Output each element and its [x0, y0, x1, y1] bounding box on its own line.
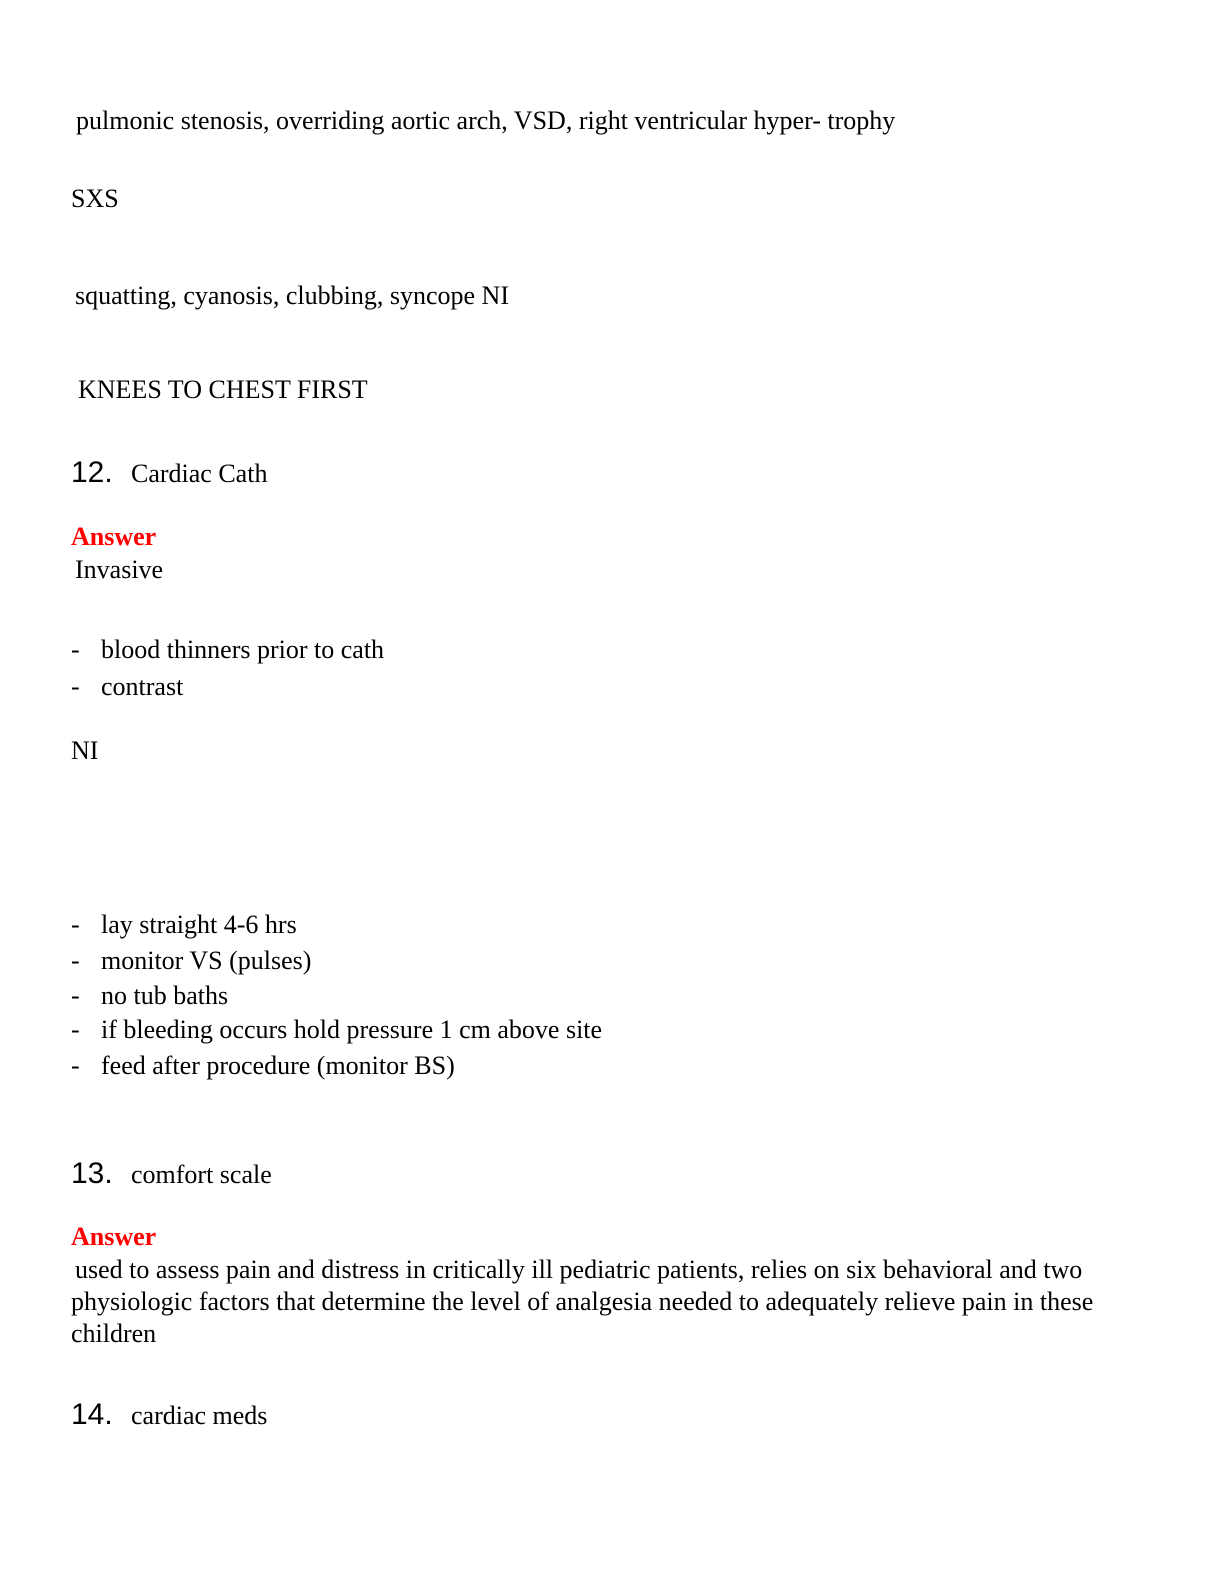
item-term: Cardiac Cath [131, 459, 268, 488]
bullet-dash: - [71, 910, 80, 939]
item-term: comfort scale [131, 1160, 272, 1189]
item-number: 12. [71, 456, 113, 489]
list-item-text: blood thinners prior to cath [101, 635, 385, 664]
bullet-dash: - [71, 1051, 80, 1080]
bullet-dash: - [71, 635, 80, 664]
answer-label: Answer [71, 1222, 157, 1251]
item-number: 13. [71, 1157, 113, 1190]
bullet-dash: - [71, 946, 80, 975]
bullet-dash: - [71, 981, 80, 1010]
list-item-text: monitor VS (pulses) [101, 946, 312, 975]
answer-label: Answer [71, 522, 157, 551]
sxs-text: squatting, cyanosis, clubbing, syncope NI [75, 281, 509, 310]
list-item-text: feed after procedure (monitor BS) [101, 1051, 455, 1080]
list-item-text: contrast [101, 672, 184, 701]
list-item-text: no tub baths [101, 981, 229, 1010]
answer-intro: Invasive [75, 555, 164, 584]
answer-text: used to assess pain and distress in critically ill pediatric patients, relies on six behavioral and two physiologic factors that determine the level of analgesia needed to adequately relieve pain in these children [71, 1255, 1094, 1348]
defects-text: pulmonic stenosis, overriding aortic arch, VSD, right ventricular hyper- trophy [76, 106, 896, 135]
item-term: cardiac meds [131, 1401, 268, 1430]
item-number: 14. [71, 1398, 113, 1431]
ni-heading: NI [71, 736, 99, 765]
bullet-dash: - [71, 1015, 80, 1044]
sxs-heading: SXS [71, 184, 119, 213]
ni-text: KNEES TO CHEST FIRST [78, 375, 368, 404]
list-item-text: lay straight 4-6 hrs [101, 910, 297, 939]
list-item-text: if bleeding occurs hold pressure 1 cm above site [101, 1015, 603, 1044]
bullet-dash: - [71, 672, 80, 701]
